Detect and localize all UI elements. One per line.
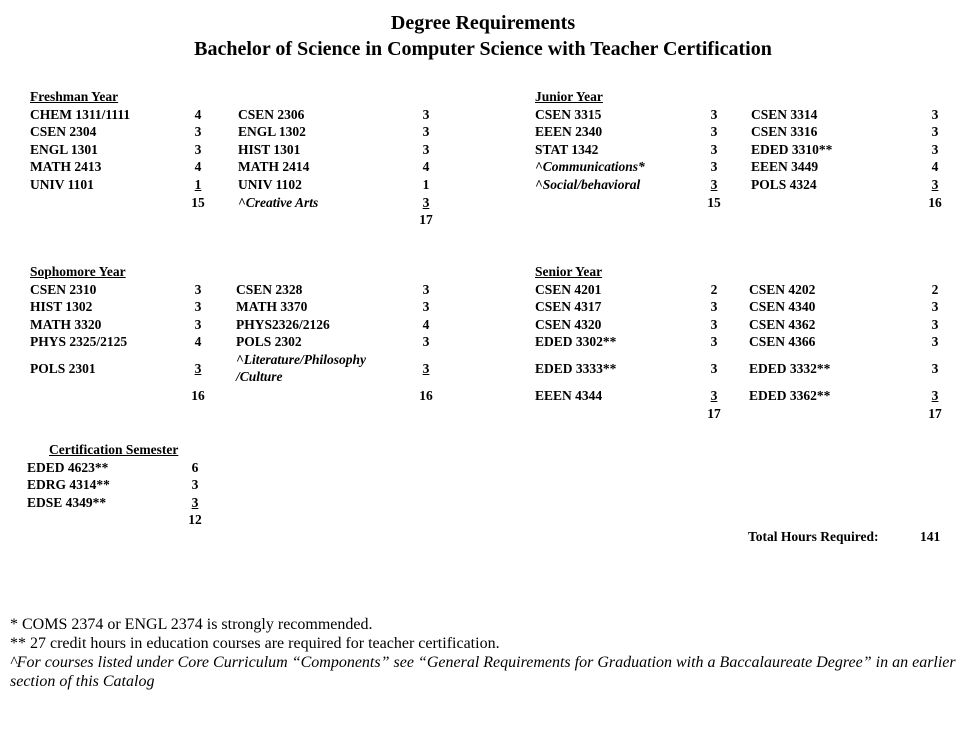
semester-total: 17 xyxy=(419,212,433,228)
course-code: PHYS 2325/2125 xyxy=(30,334,128,350)
semester-total: 16 xyxy=(191,387,205,403)
course-code: CSEN 4366 xyxy=(749,334,816,350)
credit-hours: 3 xyxy=(931,360,939,376)
junior-year-heading: Junior Year xyxy=(535,89,603,104)
credit-hours: 3 xyxy=(422,360,430,376)
credit-hours: 3 xyxy=(710,159,718,175)
course-code: CSEN 4340 xyxy=(749,299,816,315)
footnote-single-asterisk: * COMS 2374 or ENGL 2374 is strongly recommended. xyxy=(10,616,373,633)
credit-hours: 3 xyxy=(710,334,718,350)
total-hours xyxy=(748,529,941,545)
credit-hours: 4 xyxy=(422,159,430,175)
freshman-year-heading: Freshman Year xyxy=(30,89,119,104)
course-code: CSEN 2304 xyxy=(30,124,97,140)
credit-hours: 3 xyxy=(422,124,430,140)
course-code: MATH 3320 xyxy=(30,316,102,332)
credit-hours: 3 xyxy=(710,106,718,122)
certification-semester-block xyxy=(27,441,227,529)
credit-hours: 4 xyxy=(194,334,202,350)
credit-hours: 4 xyxy=(931,159,939,175)
credit-hours: 3 xyxy=(191,477,199,493)
credit-hours: 3 xyxy=(191,494,199,510)
course-code: EDED 3302** xyxy=(535,334,617,350)
credit-hours: 3 xyxy=(194,141,202,157)
course-code: EDED 3362** xyxy=(749,387,831,403)
course-code: CSEN 4320 xyxy=(535,316,602,332)
credit-hours: 3 xyxy=(194,299,202,315)
course-code: EDED 3310** xyxy=(751,141,833,157)
credit-hours: 3 xyxy=(422,194,430,210)
credit-hours: 3 xyxy=(710,360,718,376)
course-code: EDSE 4349** xyxy=(27,494,107,510)
footnotes xyxy=(10,615,960,691)
credit-hours: 3 xyxy=(931,124,939,140)
page-title: Degree Requirements xyxy=(390,12,576,34)
course-code: EDED 4623** xyxy=(27,459,109,475)
course-code: HIST 1301 xyxy=(238,141,301,157)
credit-hours: 3 xyxy=(422,299,430,315)
course-code: EEEN 2340 xyxy=(535,124,603,140)
course-code: CSEN 2328 xyxy=(236,281,303,297)
senior-year-heading: Senior Year xyxy=(535,264,603,279)
credit-hours: 2 xyxy=(931,281,939,297)
credit-hours: 1 xyxy=(194,176,202,192)
credit-hours: 3 xyxy=(931,141,939,157)
credit-hours: 4 xyxy=(194,106,202,122)
semester-total: 15 xyxy=(707,194,721,210)
course-code: CSEN 2310 xyxy=(30,281,97,297)
course-code: CSEN 4362 xyxy=(749,316,816,332)
course-code: EEEN 3449 xyxy=(751,159,819,175)
course-code: ^Creative Arts xyxy=(238,194,319,210)
semester-total: 15 xyxy=(191,194,205,210)
credit-hours: 4 xyxy=(422,316,430,332)
course-code: UNIV 1102 xyxy=(238,176,302,192)
course-code: CHEM 1311/1111 xyxy=(30,106,131,122)
course-code: EDED 3333** xyxy=(535,360,617,376)
credit-hours: 3 xyxy=(422,281,430,297)
total-hours-label: Total Hours Required: xyxy=(748,529,879,544)
total-hours-value: 141 xyxy=(920,529,941,544)
footnote-double-asterisk: ** 27 credit hours in education courses are required for teacher certification. xyxy=(10,635,500,652)
credit-hours: 3 xyxy=(710,141,718,157)
course-code: EDRG 4314** xyxy=(27,477,110,493)
credit-hours: 3 xyxy=(931,387,939,403)
course-code: STAT 1342 xyxy=(535,141,599,157)
footnote-caret: ^For courses listed under Core Curriculum “Components” see “General Requirements for Graduation with a Baccalaureate Degree” in an earlier section of this Catalog xyxy=(10,654,956,690)
course-code: CSEN 3314 xyxy=(751,106,818,122)
credit-hours: 3 xyxy=(931,316,939,332)
credit-hours: 3 xyxy=(710,316,718,332)
senior-year-block xyxy=(535,263,955,422)
credit-hours: 3 xyxy=(194,124,202,140)
credit-hours: 3 xyxy=(194,360,202,376)
course-code: POLS 2301 xyxy=(30,360,96,376)
course-code: CSEN 4201 xyxy=(535,281,602,297)
credit-hours: 3 xyxy=(710,176,718,192)
course-code: UNIV 1101 xyxy=(30,176,94,192)
junior-year-block xyxy=(535,88,955,211)
course-code: ^Social/behavioral xyxy=(535,176,641,192)
credit-hours: 3 xyxy=(931,106,939,122)
semester-total: 16 xyxy=(928,194,942,210)
course-code: ^Literature/Philosophy /Culture xyxy=(236,351,366,384)
credit-hours: 3 xyxy=(422,141,430,157)
semester-total: 17 xyxy=(928,405,942,421)
certification-semester-heading: Certification Semester xyxy=(49,442,179,457)
course-code: CSEN 4202 xyxy=(749,281,816,297)
credit-hours: 6 xyxy=(191,459,199,475)
course-code: ^Communications* xyxy=(535,159,645,175)
semester-total: 16 xyxy=(419,387,433,403)
credit-hours: 1 xyxy=(422,176,430,192)
freshman-year-block xyxy=(30,88,450,229)
course-code: MATH 3370 xyxy=(236,299,308,315)
page-subtitle: Bachelor of Science in Computer Science with Teacher Certification xyxy=(194,38,772,60)
course-code: EDED 3332** xyxy=(749,360,831,376)
credit-hours: 3 xyxy=(710,124,718,140)
credit-hours: 3 xyxy=(931,176,939,192)
credit-hours: 2 xyxy=(710,281,718,297)
course-code: POLS 2302 xyxy=(236,334,302,350)
course-code: ENGL 1301 xyxy=(30,141,98,157)
course-code: HIST 1302 xyxy=(30,299,93,315)
semester-total: 17 xyxy=(707,405,721,421)
course-code: CSEN 3315 xyxy=(535,106,602,122)
course-code: MATH 2414 xyxy=(238,159,310,175)
credit-hours: 4 xyxy=(194,159,202,175)
course-code: ENGL 1302 xyxy=(238,124,306,140)
course-code: POLS 4324 xyxy=(751,176,817,192)
credit-hours: 3 xyxy=(422,106,430,122)
credit-hours: 3 xyxy=(422,334,430,350)
credit-hours: 3 xyxy=(710,387,718,403)
sophomore-year-block xyxy=(30,263,450,405)
course-code: PHYS2326/2126 xyxy=(236,316,330,332)
credit-hours: 3 xyxy=(194,281,202,297)
credit-hours: 3 xyxy=(931,334,939,350)
course-code: EEEN 4344 xyxy=(535,387,603,403)
credit-hours: 3 xyxy=(194,316,202,332)
course-code: CSEN 4317 xyxy=(535,299,602,315)
course-code: CSEN 3316 xyxy=(751,124,818,140)
credit-hours: 3 xyxy=(931,299,939,315)
course-code: MATH 2413 xyxy=(30,159,102,175)
semester-total: 12 xyxy=(188,512,202,528)
sophomore-year-heading: Sophomore Year xyxy=(30,264,126,279)
credit-hours: 3 xyxy=(710,299,718,315)
course-code: CSEN 2306 xyxy=(238,106,305,122)
